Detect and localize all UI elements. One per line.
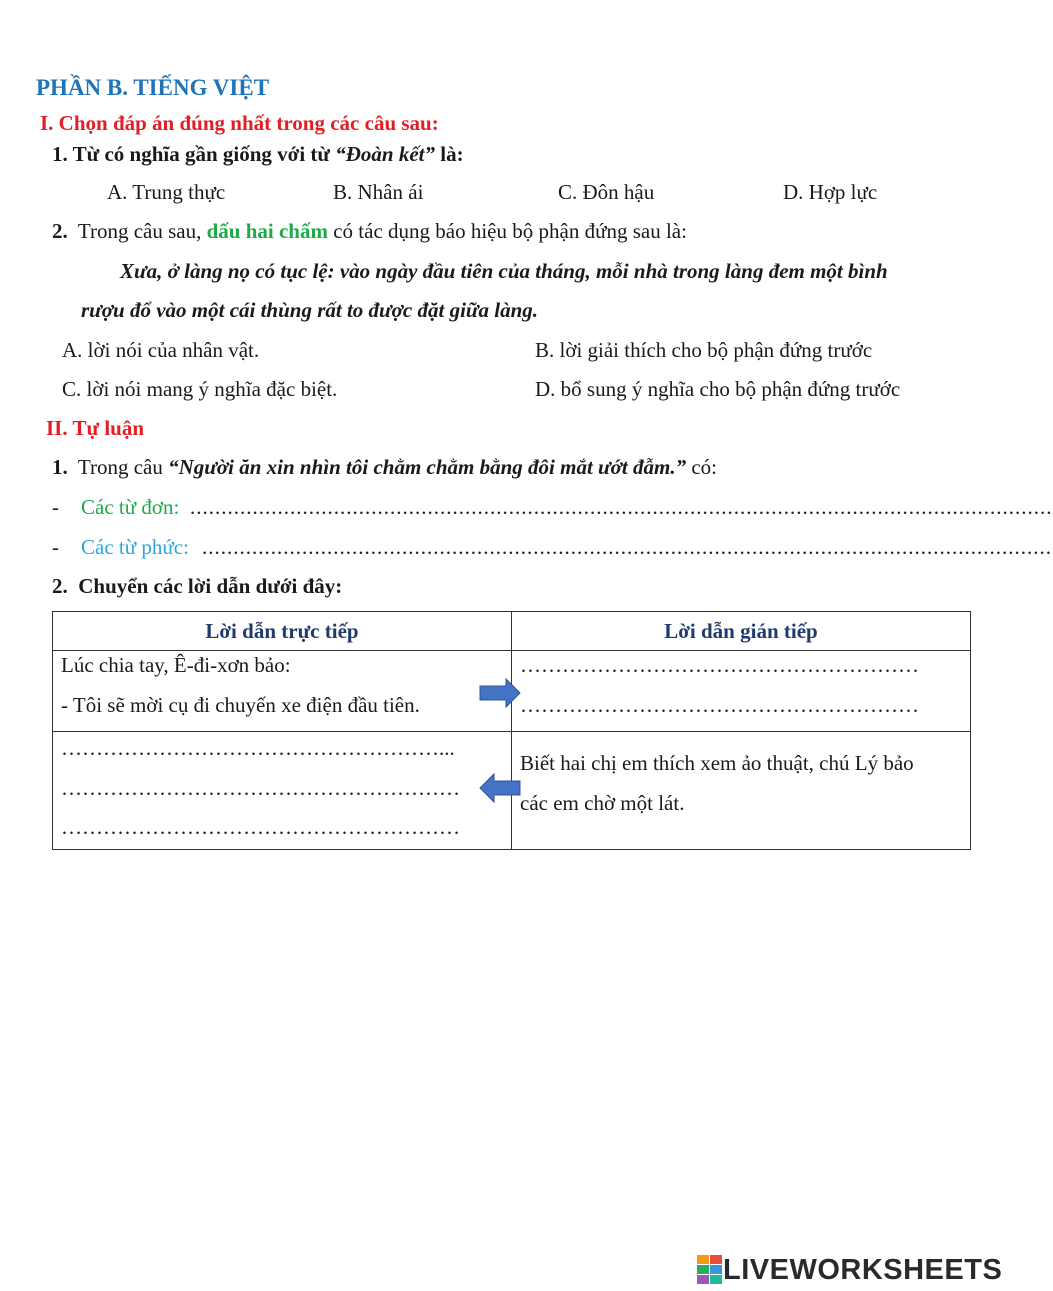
q2-text-suffix: có tác dụng báo hiệu bộ phận đứng sau là:	[327, 219, 687, 243]
q2-option-c[interactable]: C. lời nói mang ý nghĩa đặc biệt.	[62, 377, 338, 401]
q2-option-a[interactable]: A. lời nói của nhân vật.	[62, 338, 260, 362]
compound-words-answer-field[interactable]: ........................................................................................................................................	[202, 535, 1052, 559]
logo-text: LIVEWORKSHEETS	[723, 1253, 1003, 1286]
essay-q1-prefix: Trong câu	[77, 455, 169, 479]
logo-blocks-icon	[697, 1255, 723, 1285]
q1-option-b[interactable]: B. Nhân ái	[333, 180, 424, 204]
row2-indirect-cell	[512, 732, 971, 850]
essay-q2-number: 2.	[52, 574, 68, 598]
arrow-right-icon	[478, 678, 522, 708]
header-direct-speech: Lời dẫn trực tiếp	[53, 612, 512, 651]
speech-conversion-table	[52, 611, 971, 850]
part2-title: II. Tự luận	[46, 416, 145, 440]
row2-direct-answer-line3[interactable]: …………………………………………………	[61, 815, 460, 839]
row2-direct-cell	[53, 732, 512, 850]
compound-words-label: Các từ phức:	[81, 535, 189, 559]
row1-indirect-answer-line2[interactable]: …………………………………………………	[520, 693, 919, 717]
compound-words-bullet: -	[52, 535, 59, 559]
row2-indirect-line1: Biết hai chị em thích xem ảo thuật, chú Lý bảo	[520, 751, 914, 775]
single-words-label: Các từ đơn:	[81, 495, 180, 519]
row1-direct-cell	[53, 651, 512, 732]
single-words-bullet: -	[52, 495, 59, 519]
q1-prefix: 1. Từ có nghĩa gần giống với từ	[52, 142, 336, 166]
q1-option-d[interactable]: D. Hợp lực	[783, 180, 878, 204]
row1-direct-line2: - Tôi sẽ mời cụ đi chuyến xe điện đầu tiên.	[61, 693, 420, 717]
q2-prompt	[52, 219, 687, 244]
q1-prompt	[52, 142, 464, 167]
liveworksheets-logo	[697, 1253, 1002, 1287]
essay-q2-prompt	[52, 574, 342, 599]
essay-q1-quote: “Người ăn xin nhìn tôi chằm chằm bằng đôi mắt ướt đẫm.”	[168, 455, 687, 479]
q2-option-d[interactable]: D. bổ sung ý nghĩa cho bộ phận đứng trước	[535, 377, 901, 401]
section-title: PHẦN B. TIẾNG VIỆT	[36, 75, 270, 100]
q2-number: 2.	[52, 219, 68, 243]
essay-q1-prompt	[52, 455, 717, 480]
part1-title: I. Chọn đáp án đúng nhất trong các câu sau:	[40, 111, 439, 135]
row1-indirect-answer-line1[interactable]: …………………………………………………	[520, 653, 919, 677]
single-words-answer-field[interactable]: ..........................................................................................................................................	[190, 495, 1053, 519]
header-indirect-speech: Lời dẫn gián tiếp	[512, 612, 971, 651]
essay-q1-suffix: có:	[686, 455, 717, 479]
q1-option-a[interactable]: A. Trung thực	[107, 180, 226, 204]
essay-q1-number: 1.	[52, 455, 68, 479]
row2-direct-answer-line1[interactable]: ………………………………………………...	[61, 736, 455, 760]
q2-highlight: dấu hai chấm	[206, 219, 328, 243]
row1-indirect-cell	[512, 651, 971, 732]
row1-direct-line1: Lúc chia tay, Ê-đi-xơn bảo:	[61, 653, 291, 677]
q2-quote-line2: rượu đổ vào một cái thùng rất to được đặt giữa làng.	[81, 298, 538, 322]
q1-suffix: là:	[435, 142, 464, 166]
essay-q2-text: Chuyển các lời dẫn dưới đây:	[78, 574, 343, 598]
q2-quote-line1: Xưa, ở làng nọ có tục lệ: vào ngày đầu tiên của tháng, mỗi nhà trong làng đem một bình	[120, 259, 888, 283]
arrow-left-icon	[478, 773, 522, 803]
q2-text-prefix: Trong câu sau,	[77, 219, 207, 243]
q1-option-c[interactable]: C. Đôn hậu	[558, 180, 655, 204]
q2-option-b[interactable]: B. lời giải thích cho bộ phận đứng trước	[535, 338, 873, 362]
row2-indirect-line2: các em chờ một lát.	[520, 791, 685, 815]
row2-direct-answer-line2[interactable]: …………………………………………………	[61, 776, 460, 800]
q1-keyword: “Đoàn kết”	[335, 142, 435, 166]
